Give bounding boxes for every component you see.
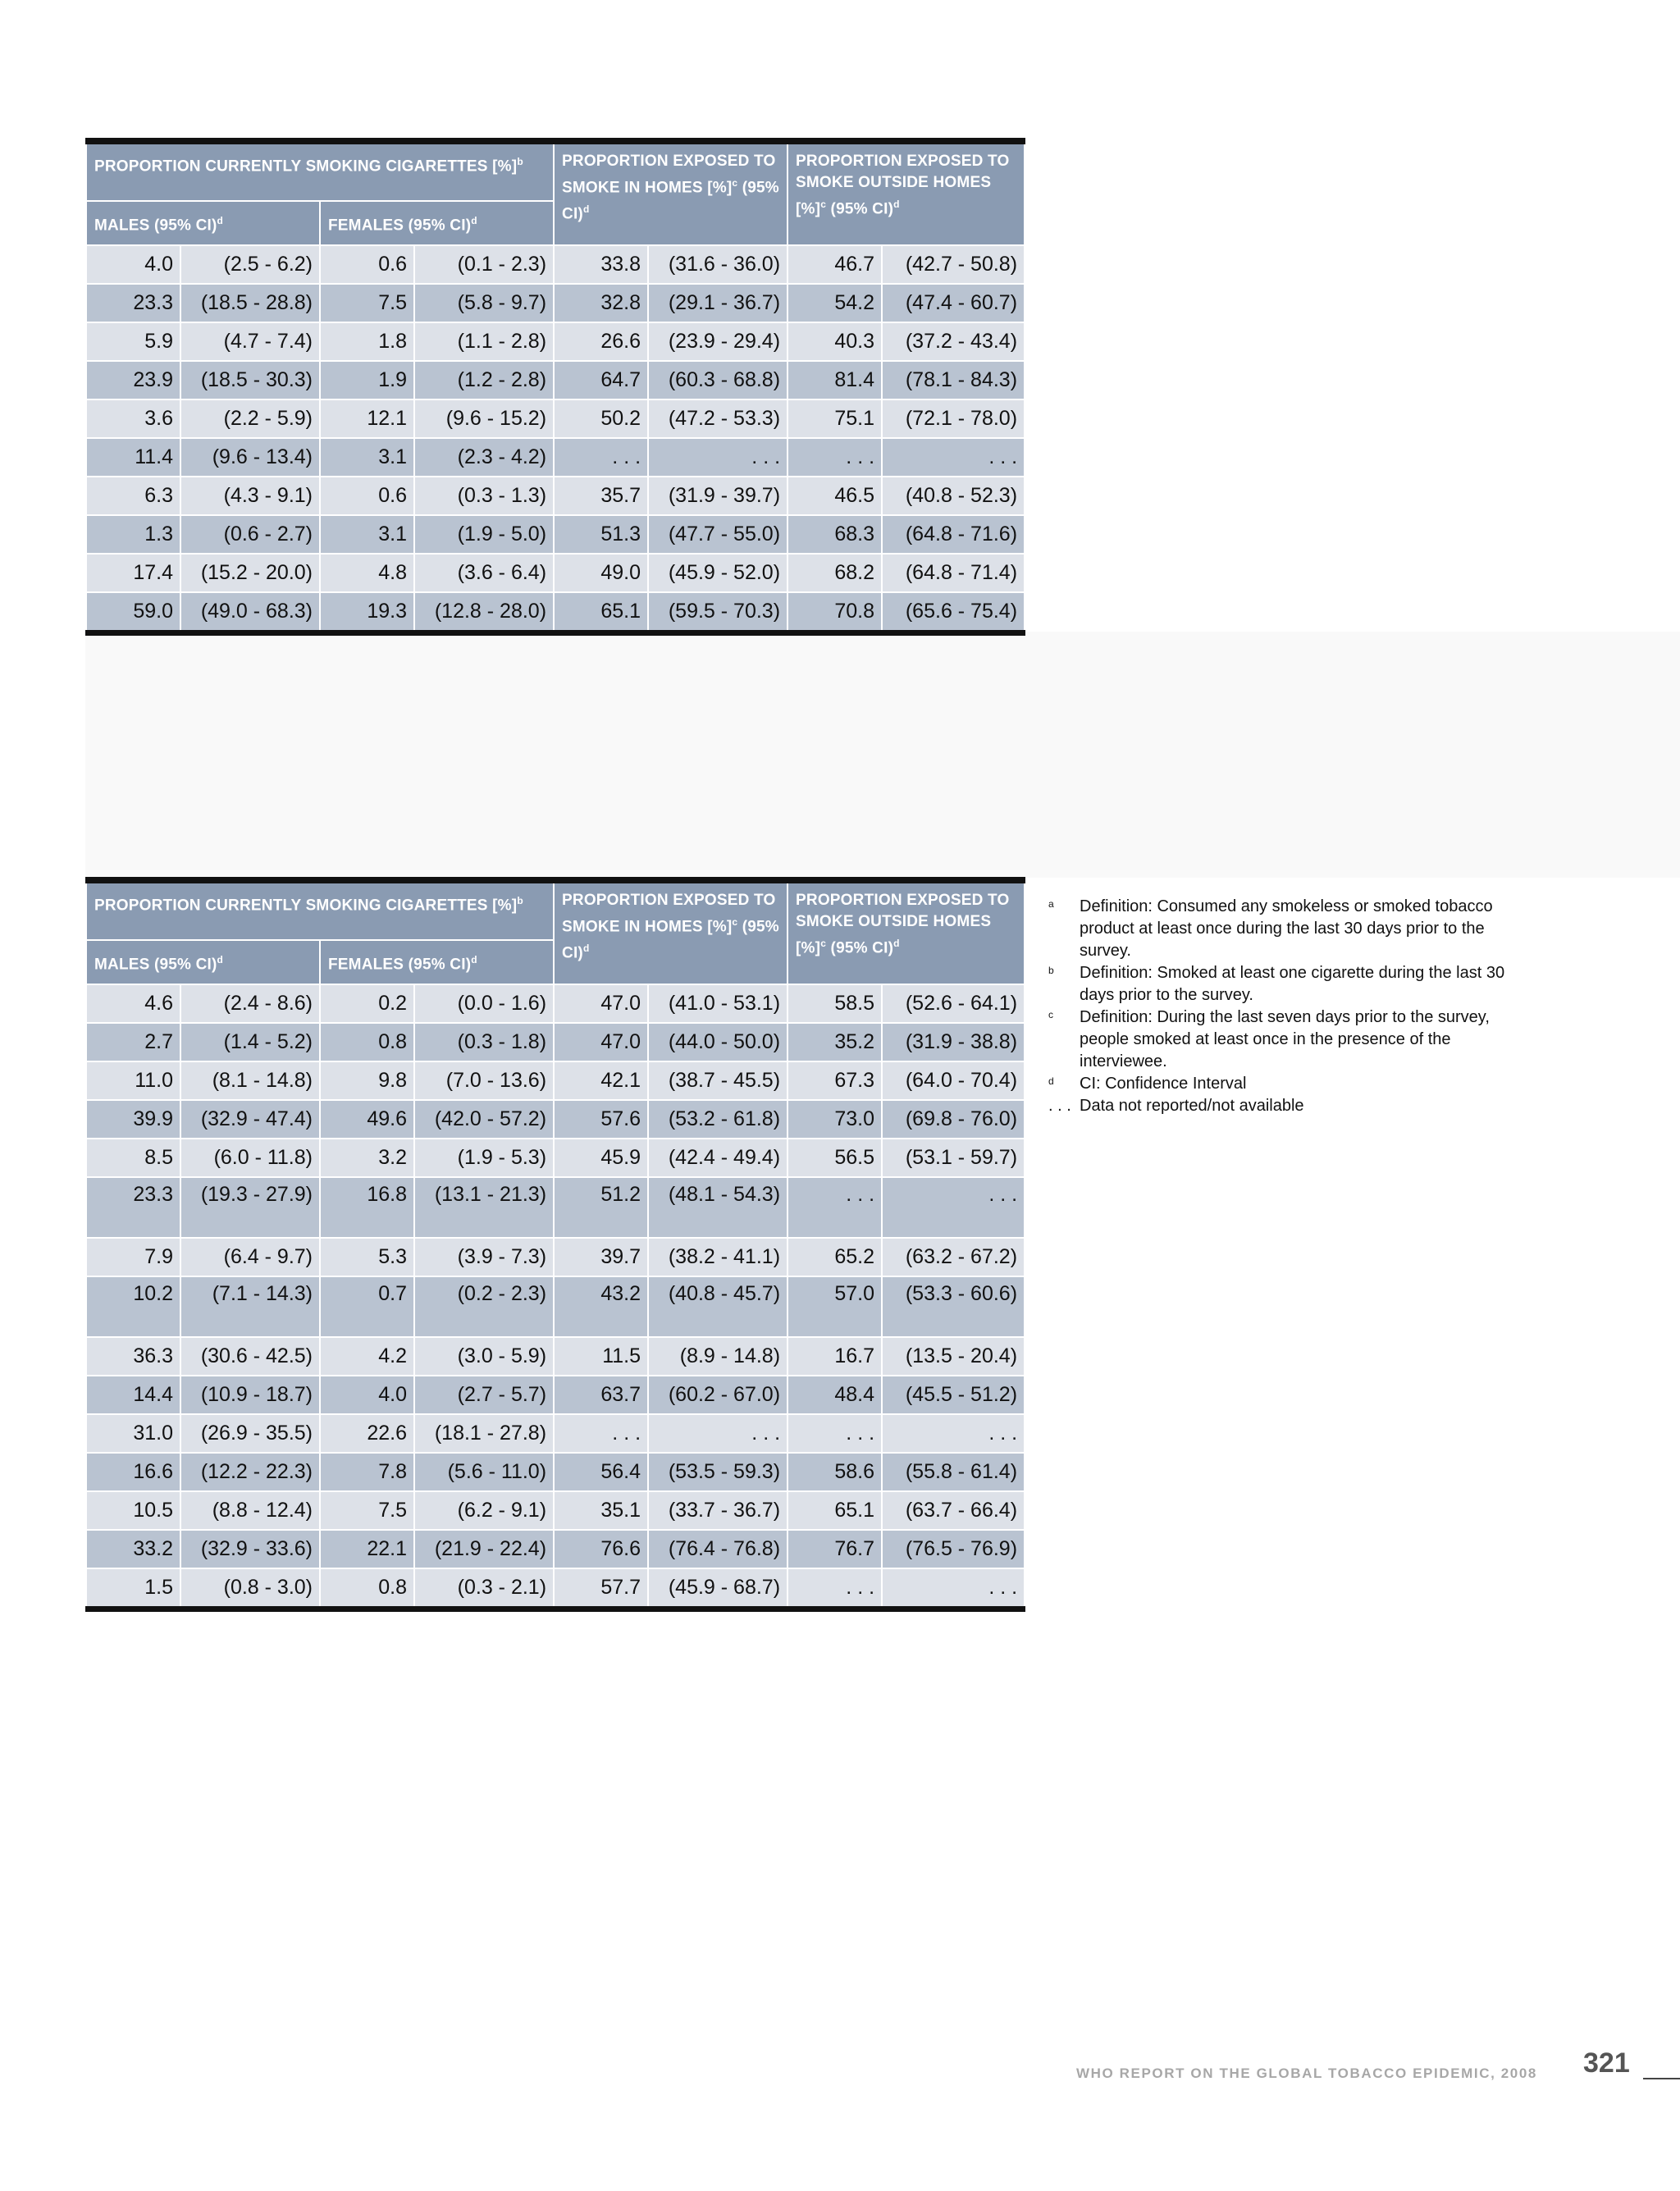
table-cell: (12.2 - 22.3) — [180, 1453, 320, 1491]
table-cell: (42.7 - 50.8) — [882, 245, 1025, 284]
table-cell: (1.2 - 2.8) — [414, 361, 554, 399]
table-cell: . . . — [882, 438, 1025, 477]
page-number: 321 — [1583, 2047, 1630, 2079]
table-cell: 1.3 — [86, 515, 180, 554]
table-cell: (4.3 - 9.1) — [180, 477, 320, 515]
smoking-table-bottom — [85, 877, 1025, 1612]
table-row — [86, 361, 1025, 399]
table-cell: 35.1 — [554, 1491, 648, 1530]
table-cell: 54.2 — [788, 284, 882, 322]
table-cell: 6.3 — [86, 477, 180, 515]
table-cell: (5.6 - 11.0) — [414, 1453, 554, 1491]
table-cell: 7.5 — [320, 284, 414, 322]
table-cell: (53.5 - 59.3) — [648, 1453, 788, 1491]
table-cell: (64.8 - 71.4) — [882, 554, 1025, 592]
footnote — [1048, 1006, 1508, 1073]
table-cell: 4.8 — [320, 554, 414, 592]
table-cell: 0.8 — [320, 1568, 414, 1609]
table-cell: 0.2 — [320, 984, 414, 1023]
table-cell: 48.4 — [788, 1376, 882, 1414]
table-cell: 2.7 — [86, 1023, 180, 1061]
table-cell: 23.3 — [86, 284, 180, 322]
table-cell: (2.2 - 5.9) — [180, 399, 320, 438]
table-cell: 63.7 — [554, 1376, 648, 1414]
table-cell: (2.7 - 5.7) — [414, 1376, 554, 1414]
table-cell: 9.8 — [320, 1061, 414, 1100]
table-cell: 68.3 — [788, 515, 882, 554]
table-cell: 35.7 — [554, 477, 648, 515]
table-row — [86, 1177, 1025, 1238]
footnote-text: Definition: During the last seven days prior to the survey, people smoked at least once in the presence of the interviewee. — [1080, 1008, 1490, 1070]
table-row — [86, 1100, 1025, 1139]
table-cell: (21.9 - 22.4) — [414, 1530, 554, 1568]
table-cell: 57.6 — [554, 1100, 648, 1139]
table-cell: (53.2 - 61.8) — [648, 1100, 788, 1139]
table-cell: 0.8 — [320, 1023, 414, 1061]
table-cell: (41.0 - 53.1) — [648, 984, 788, 1023]
table-cell: 0.7 — [320, 1276, 414, 1337]
footnote — [1048, 1095, 1508, 1117]
table-cell: . . . — [882, 1568, 1025, 1609]
table-cell: 45.9 — [554, 1139, 648, 1177]
table-cell: (15.2 - 20.0) — [180, 554, 320, 592]
table-cell: 56.4 — [554, 1453, 648, 1491]
table-cell: 49.0 — [554, 554, 648, 592]
table-row — [86, 1337, 1025, 1376]
footnote — [1048, 896, 1508, 962]
header-males: MALES (95% CI)$^d$ — [86, 201, 320, 245]
table-cell: 32.8 — [554, 284, 648, 322]
table-cell: (9.6 - 15.2) — [414, 399, 554, 438]
table-cell: (18.5 - 30.3) — [180, 361, 320, 399]
table-cell: 14.4 — [86, 1376, 180, 1414]
table-cell: (45.9 - 52.0) — [648, 554, 788, 592]
table-cell: (37.2 - 43.4) — [882, 322, 1025, 361]
table-cell: . . . — [554, 1414, 648, 1453]
table-cell: (32.9 - 47.4) — [180, 1100, 320, 1139]
smoking-table-top — [85, 138, 1025, 636]
table-cell: (45.9 - 68.7) — [648, 1568, 788, 1609]
table-row — [86, 554, 1025, 592]
table-cell: 26.6 — [554, 322, 648, 361]
table-cell: 65.1 — [554, 592, 648, 633]
table-cell: (0.8 - 3.0) — [180, 1568, 320, 1609]
table-cell: (3.9 - 7.3) — [414, 1238, 554, 1276]
table-cell: (0.0 - 1.6) — [414, 984, 554, 1023]
table-cell: 39.9 — [86, 1100, 180, 1139]
table-cell: (6.0 - 11.8) — [180, 1139, 320, 1177]
table-cell: . . . — [788, 438, 882, 477]
page-rule — [1643, 2078, 1680, 2079]
table-cell: 11.5 — [554, 1337, 648, 1376]
table-row — [86, 284, 1025, 322]
table-cell: 51.3 — [554, 515, 648, 554]
table-cell: (5.8 - 9.7) — [414, 284, 554, 322]
footnote — [1048, 962, 1508, 1006]
table-row — [86, 1491, 1025, 1530]
table-cell: 47.0 — [554, 1023, 648, 1061]
table-cell: (2.5 - 6.2) — [180, 245, 320, 284]
header-females: FEMALES (95% CI)$^d$ — [320, 201, 554, 245]
table-cell: . . . — [788, 1568, 882, 1609]
table-row — [86, 1023, 1025, 1061]
table-cell: (76.5 - 76.9) — [882, 1530, 1025, 1568]
table-cell: (0.6 - 2.7) — [180, 515, 320, 554]
table-cell: (2.4 - 8.6) — [180, 984, 320, 1023]
table-cell: 4.2 — [320, 1337, 414, 1376]
table-cell: 51.2 — [554, 1177, 648, 1238]
table-cell: 19.3 — [320, 592, 414, 633]
table-cell: (38.2 - 41.1) — [648, 1238, 788, 1276]
table-cell: (53.1 - 59.7) — [882, 1139, 1025, 1177]
footnote-text: Data not reported/not available — [1080, 1097, 1304, 1115]
table-cell: 16.8 — [320, 1177, 414, 1238]
table-cell: 11.4 — [86, 438, 180, 477]
table-cell: . . . — [788, 1177, 882, 1238]
table-cell: (18.1 - 27.8) — [414, 1414, 554, 1453]
table-row — [86, 477, 1025, 515]
table-cell: (33.7 - 36.7) — [648, 1491, 788, 1530]
table-cell: 11.0 — [86, 1061, 180, 1100]
table-cell: (8.1 - 14.8) — [180, 1061, 320, 1100]
table-cell: . . . — [648, 438, 788, 477]
table-cell: 33.2 — [86, 1530, 180, 1568]
table-cell: 58.6 — [788, 1453, 882, 1491]
table-cell: . . . — [648, 1414, 788, 1453]
table-cell: 64.7 — [554, 361, 648, 399]
table-cell: 4.0 — [86, 245, 180, 284]
table-cell: (45.5 - 51.2) — [882, 1376, 1025, 1414]
table-cell: (26.9 - 35.5) — [180, 1414, 320, 1453]
table-cell: (44.0 - 50.0) — [648, 1023, 788, 1061]
table-cell: 8.5 — [86, 1139, 180, 1177]
table-cell: 1.9 — [320, 361, 414, 399]
table-row — [86, 322, 1025, 361]
table-cell: (0.2 - 2.3) — [414, 1276, 554, 1337]
table-cell: 3.1 — [320, 438, 414, 477]
header-exposed-homes: PROPORTION EXPOSED TO SMOKE IN HOMES [%]$^c$ (95% CI)$^d$ — [554, 141, 788, 245]
table-cell: 5.9 — [86, 322, 180, 361]
table-cell: (60.3 - 68.8) — [648, 361, 788, 399]
table-cell: 67.3 — [788, 1061, 882, 1100]
table-cell: 7.8 — [320, 1453, 414, 1491]
table-cell: . . . — [554, 438, 648, 477]
table-row — [86, 1568, 1025, 1609]
table-cell: (9.6 - 13.4) — [180, 438, 320, 477]
table-cell: 22.6 — [320, 1414, 414, 1453]
table-cell: (78.1 - 84.3) — [882, 361, 1025, 399]
table-cell: (55.8 - 61.4) — [882, 1453, 1025, 1491]
table-row — [86, 1238, 1025, 1276]
header-exposed-outside-homes: PROPORTION EXPOSED TO SMOKE OUTSIDE HOMES [%]$^c$ (95% CI)$^d$ — [788, 880, 1025, 984]
table-cell: 50.2 — [554, 399, 648, 438]
table-cell: (0.3 - 1.3) — [414, 477, 554, 515]
table-row — [86, 1530, 1025, 1568]
table-cell: 4.0 — [320, 1376, 414, 1414]
table-cell: 49.6 — [320, 1100, 414, 1139]
footnotes — [1048, 896, 1508, 1117]
table-cell: 46.7 — [788, 245, 882, 284]
table-cell: (1.4 - 5.2) — [180, 1023, 320, 1061]
table-cell: 73.0 — [788, 1100, 882, 1139]
table-cell: 35.2 — [788, 1023, 882, 1061]
table-cell: (29.1 - 36.7) — [648, 284, 788, 322]
table-cell: 1.8 — [320, 322, 414, 361]
table-cell: (69.8 - 76.0) — [882, 1100, 1025, 1139]
table-cell: 36.3 — [86, 1337, 180, 1376]
table-cell: (3.0 - 5.9) — [414, 1337, 554, 1376]
table-cell: (30.6 - 42.5) — [180, 1337, 320, 1376]
table-cell: (19.3 - 27.9) — [180, 1177, 320, 1238]
table-cell: 17.4 — [86, 554, 180, 592]
table-cell: (42.4 - 49.4) — [648, 1139, 788, 1177]
table-cell: 3.6 — [86, 399, 180, 438]
header-exposed-homes: PROPORTION EXPOSED TO SMOKE IN HOMES [%]$^c$ (95% CI)$^d$ — [554, 880, 788, 984]
table-cell: (0.1 - 2.3) — [414, 245, 554, 284]
table-cell: 1.5 — [86, 1568, 180, 1609]
footnote-text: Definition: Smoked at least one cigarette during the last 30 days prior to the survey. — [1080, 964, 1505, 1004]
table-row — [86, 1061, 1025, 1100]
table-cell: 7.5 — [320, 1491, 414, 1530]
table-cell: (10.9 - 18.7) — [180, 1376, 320, 1414]
table-cell: (47.2 - 53.3) — [648, 399, 788, 438]
table-cell: (23.9 - 29.4) — [648, 322, 788, 361]
table-cell: (2.3 - 4.2) — [414, 438, 554, 477]
table-cell: (72.1 - 78.0) — [882, 399, 1025, 438]
header-males: MALES (95% CI)$^d$ — [86, 940, 320, 984]
table-cell: (65.6 - 75.4) — [882, 592, 1025, 633]
table-cell: 43.2 — [554, 1276, 648, 1337]
table-cell: 3.2 — [320, 1139, 414, 1177]
table-cell: (47.4 - 60.7) — [882, 284, 1025, 322]
table-cell: 59.0 — [86, 592, 180, 633]
table-cell: . . . — [882, 1414, 1025, 1453]
table-cell: 65.2 — [788, 1238, 882, 1276]
table-cell: 75.1 — [788, 399, 882, 438]
footnote — [1048, 1073, 1508, 1095]
table-cell: 0.6 — [320, 245, 414, 284]
table-row — [86, 984, 1025, 1023]
table-cell: (40.8 - 52.3) — [882, 477, 1025, 515]
table-cell: 23.9 — [86, 361, 180, 399]
table-cell: 65.1 — [788, 1491, 882, 1530]
table-cell: (1.9 - 5.0) — [414, 515, 554, 554]
table-row — [86, 1276, 1025, 1337]
table-cell: 58.5 — [788, 984, 882, 1023]
table-cell: (7.1 - 14.3) — [180, 1276, 320, 1337]
header-smoking: PROPORTION CURRENTLY SMOKING CIGARETTES [%]$^b$ — [86, 880, 554, 940]
footnote-mark: . . . — [1048, 1097, 1071, 1115]
table-cell: (48.1 - 54.3) — [648, 1177, 788, 1238]
table-cell: (60.2 - 67.0) — [648, 1376, 788, 1414]
table-cell: (32.9 - 33.6) — [180, 1530, 320, 1568]
table-row — [86, 1414, 1025, 1453]
table-cell: 16.6 — [86, 1453, 180, 1491]
table-cell: 76.7 — [788, 1530, 882, 1568]
table-cell: (1.1 - 2.8) — [414, 322, 554, 361]
table-cell: (63.2 - 67.2) — [882, 1238, 1025, 1276]
background-band — [85, 632, 1680, 878]
footnote-mark: d — [1048, 1075, 1054, 1087]
header-smoking: PROPORTION CURRENTLY SMOKING CIGARETTES [%]$^b$ — [86, 141, 554, 201]
table-cell: (31.9 - 38.8) — [882, 1023, 1025, 1061]
table-cell: (47.7 - 55.0) — [648, 515, 788, 554]
table-cell: (64.8 - 71.6) — [882, 515, 1025, 554]
table-cell: 3.1 — [320, 515, 414, 554]
table-cell: 22.1 — [320, 1530, 414, 1568]
table-cell: . . . — [788, 1414, 882, 1453]
table-cell: 23.3 — [86, 1177, 180, 1238]
table-cell: 42.1 — [554, 1061, 648, 1100]
table-cell: (8.8 - 12.4) — [180, 1491, 320, 1530]
table-cell: 10.2 — [86, 1276, 180, 1337]
footnote-text: CI: Confidence Interval — [1080, 1075, 1247, 1093]
table-cell: (18.5 - 28.8) — [180, 284, 320, 322]
table-row — [86, 1453, 1025, 1491]
header-females: FEMALES (95% CI)$^d$ — [320, 940, 554, 984]
footnote-mark: b — [1048, 965, 1054, 976]
table-row — [86, 399, 1025, 438]
header-exposed-outside-homes: PROPORTION EXPOSED TO SMOKE OUTSIDE HOMES [%]$^c$ (95% CI)$^d$ — [788, 141, 1025, 245]
table-cell: (40.8 - 45.7) — [648, 1276, 788, 1337]
table-cell: (52.6 - 64.1) — [882, 984, 1025, 1023]
table-cell: 57.0 — [788, 1276, 882, 1337]
table-cell: . . . — [882, 1177, 1025, 1238]
table-row — [86, 438, 1025, 477]
footnote-text: Definition: Consumed any smokeless or smoked tobacco product at least once during the last 30 days prior to the survey. — [1080, 897, 1493, 960]
table-row — [86, 1139, 1025, 1177]
table-cell: (13.1 - 21.3) — [414, 1177, 554, 1238]
table-cell: (12.8 - 28.0) — [414, 592, 554, 633]
table-cell: (49.0 - 68.3) — [180, 592, 320, 633]
table-cell: (6.4 - 9.7) — [180, 1238, 320, 1276]
table-cell: (76.4 - 76.8) — [648, 1530, 788, 1568]
table-cell: 7.9 — [86, 1238, 180, 1276]
table-cell: (31.6 - 36.0) — [648, 245, 788, 284]
report-title: WHO REPORT ON THE GLOBAL TOBACCO EPIDEMIC, 2008 — [1076, 2065, 1537, 2081]
table-cell: (64.0 - 70.4) — [882, 1061, 1025, 1100]
table-cell: 70.8 — [788, 592, 882, 633]
table-cell: (7.0 - 13.6) — [414, 1061, 554, 1100]
table-cell: 5.3 — [320, 1238, 414, 1276]
table-cell: 56.5 — [788, 1139, 882, 1177]
table-cell: (59.5 - 70.3) — [648, 592, 788, 633]
table-cell: 47.0 — [554, 984, 648, 1023]
table-cell: (38.7 - 45.5) — [648, 1061, 788, 1100]
table-cell: 12.1 — [320, 399, 414, 438]
footnote-mark: c — [1048, 1009, 1053, 1020]
table-cell: (8.9 - 14.8) — [648, 1337, 788, 1376]
table-cell: (13.5 - 20.4) — [882, 1337, 1025, 1376]
table-cell: (3.6 - 6.4) — [414, 554, 554, 592]
table-cell: (0.3 - 1.8) — [414, 1023, 554, 1061]
table-cell: 40.3 — [788, 322, 882, 361]
table-cell: 81.4 — [788, 361, 882, 399]
table-cell: (6.2 - 9.1) — [414, 1491, 554, 1530]
table-cell: 33.8 — [554, 245, 648, 284]
table-cell: 4.6 — [86, 984, 180, 1023]
table-row — [86, 515, 1025, 554]
table-cell: (1.9 - 5.3) — [414, 1139, 554, 1177]
table-cell: 76.6 — [554, 1530, 648, 1568]
table-cell: (4.7 - 7.4) — [180, 322, 320, 361]
table-cell: 39.7 — [554, 1238, 648, 1276]
table-cell: 68.2 — [788, 554, 882, 592]
table-row — [86, 245, 1025, 284]
table-cell: 16.7 — [788, 1337, 882, 1376]
table-cell: 10.5 — [86, 1491, 180, 1530]
table-cell: 31.0 — [86, 1414, 180, 1453]
table-cell: 0.6 — [320, 477, 414, 515]
table-row — [86, 1376, 1025, 1414]
table-cell: 57.7 — [554, 1568, 648, 1609]
footnote-mark: a — [1048, 898, 1054, 910]
table-row — [86, 592, 1025, 633]
table-cell: (0.3 - 2.1) — [414, 1568, 554, 1609]
table-cell: (42.0 - 57.2) — [414, 1100, 554, 1139]
table-cell: (53.3 - 60.6) — [882, 1276, 1025, 1337]
table-cell: (63.7 - 66.4) — [882, 1491, 1025, 1530]
table-cell: (31.9 - 39.7) — [648, 477, 788, 515]
table-cell: 46.5 — [788, 477, 882, 515]
